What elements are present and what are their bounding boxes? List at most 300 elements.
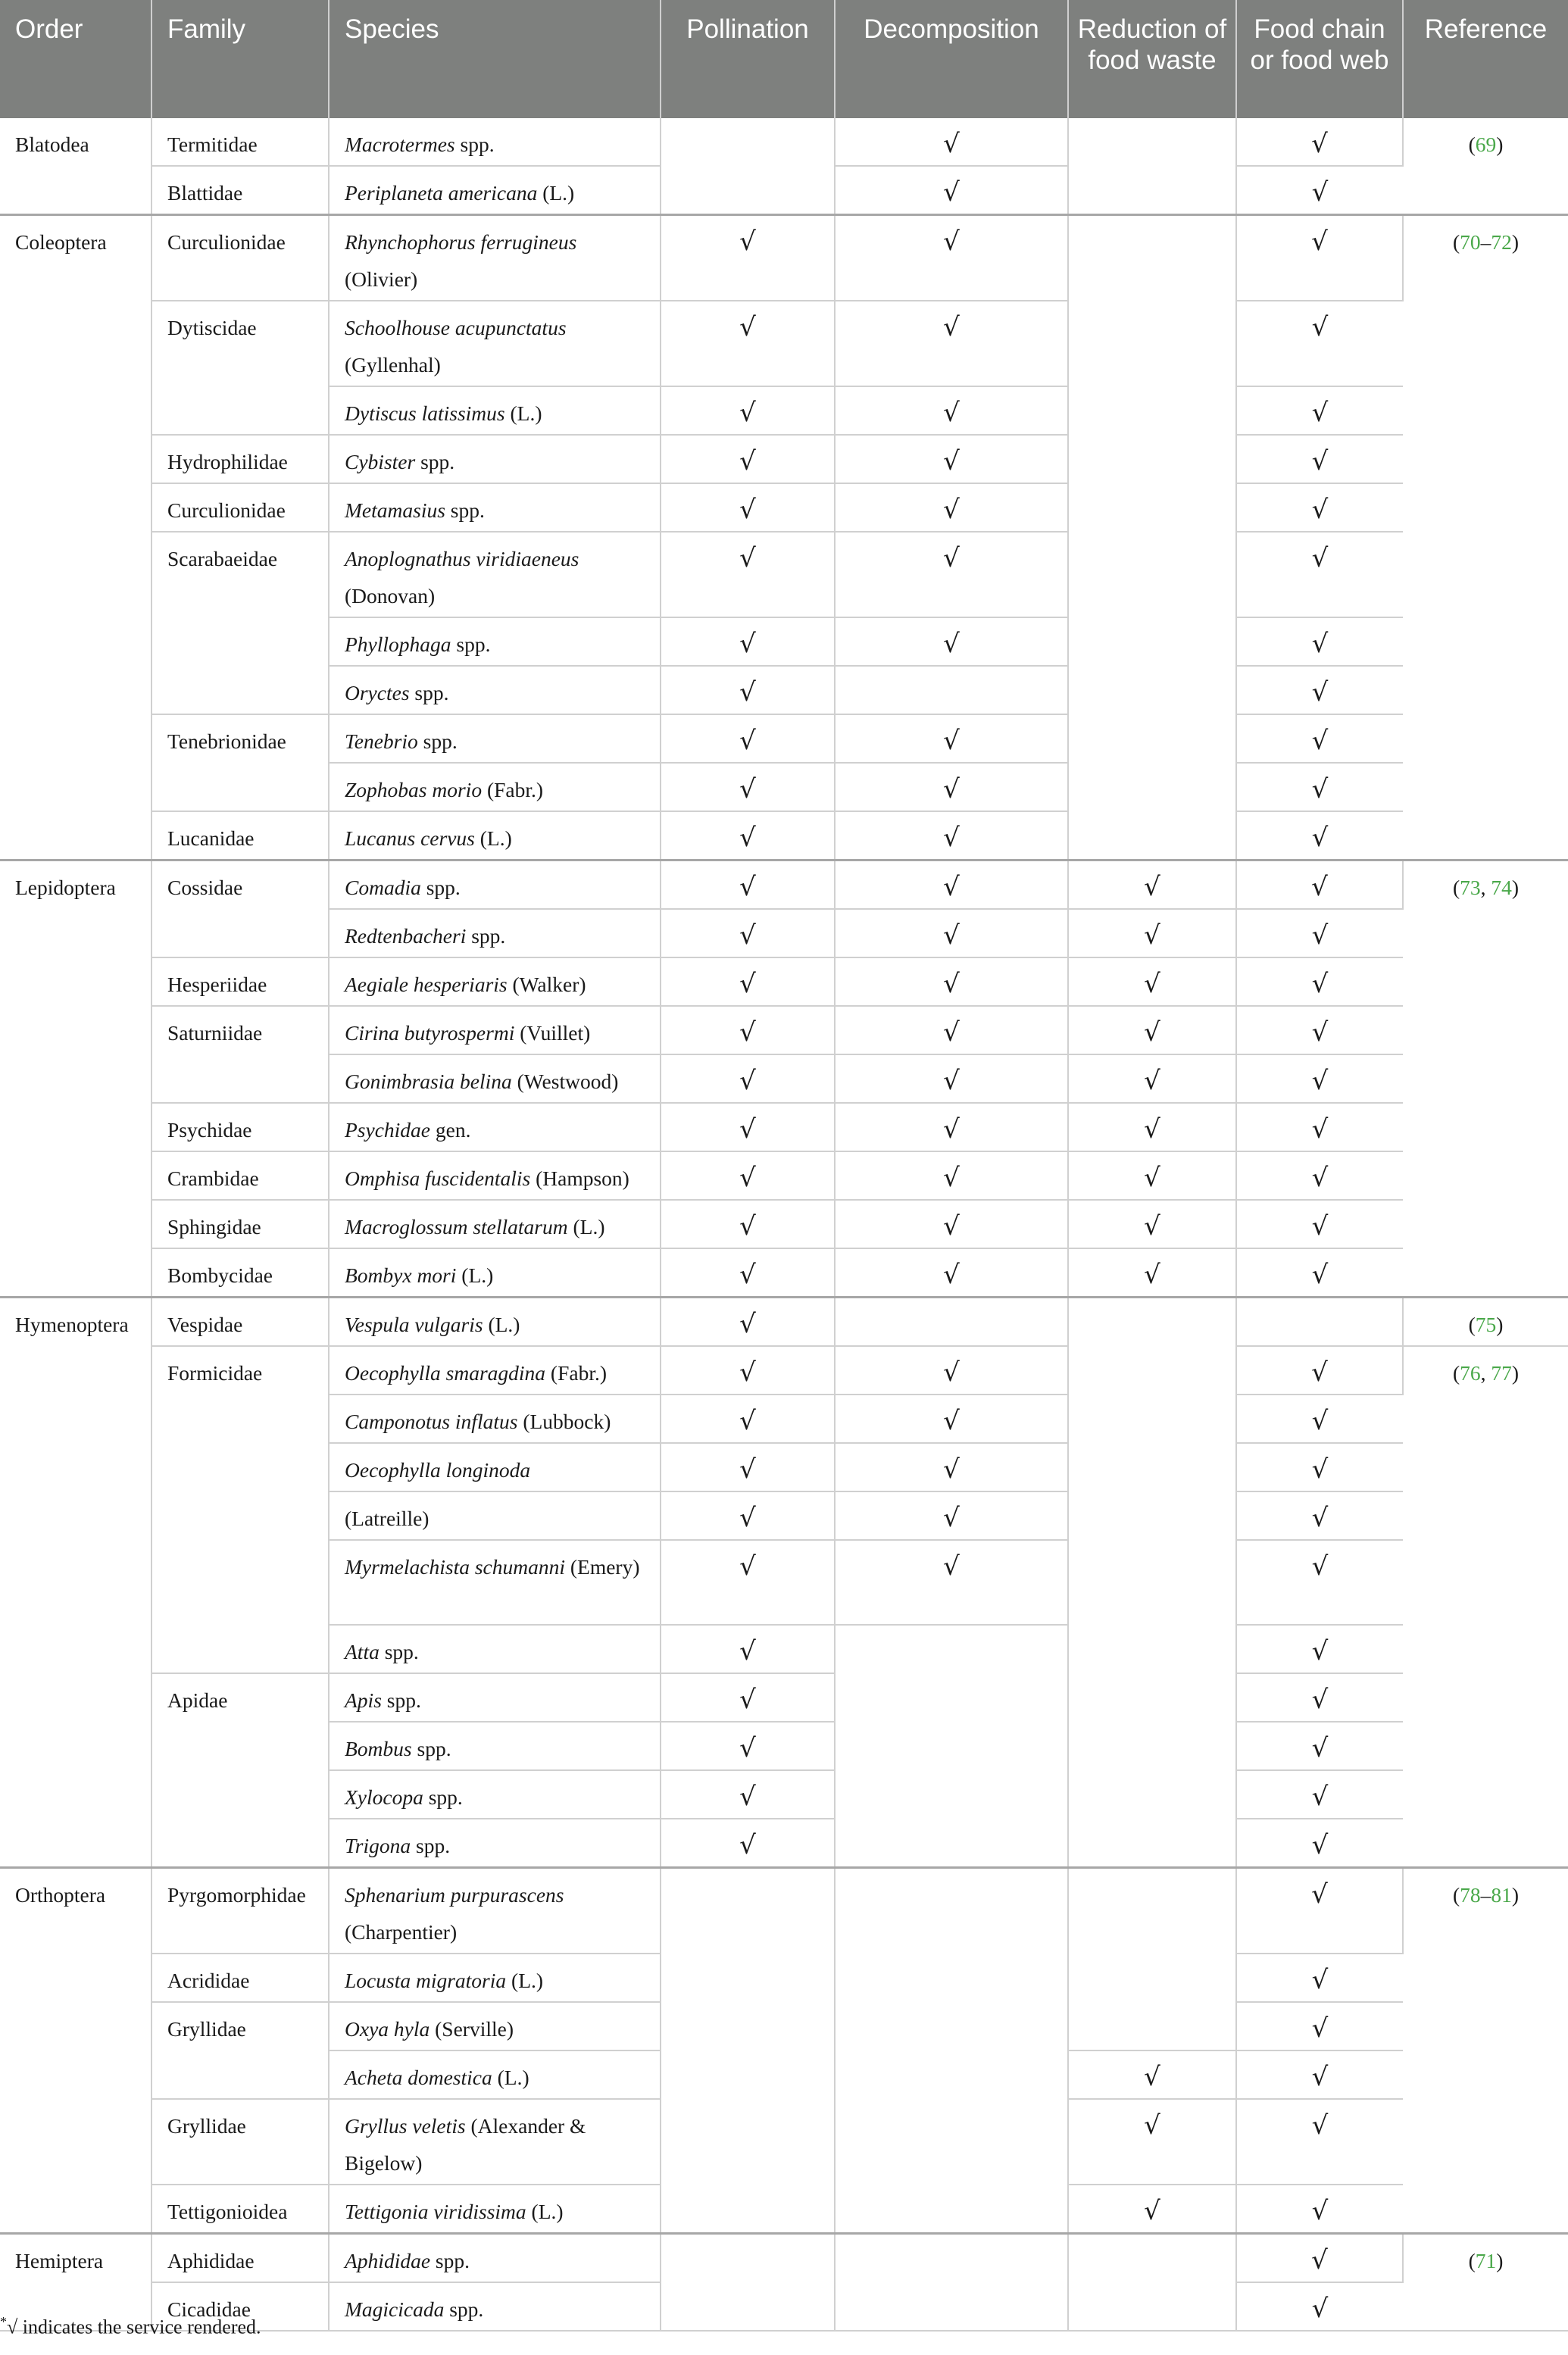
reference-link[interactable]: 70 (1460, 230, 1481, 254)
checkmark-icon: √ (943, 1017, 960, 1048)
checkmark-icon: √ (943, 1503, 960, 1533)
table-row (0, 435, 1568, 483)
checkmark-icon: √ (1311, 1357, 1328, 1388)
species-author: (L.) (479, 826, 512, 850)
family-cell: Cicadidae (151, 2282, 329, 2331)
food-waste-cell (1068, 957, 1236, 1006)
checkmark-icon: √ (739, 774, 756, 804)
species-cell (329, 1722, 661, 1770)
food-waste-cell (1068, 909, 1236, 957)
decomposition-cell (835, 957, 1068, 1006)
food-chain-cell (1236, 301, 1403, 386)
species-author: (Vuillet) (520, 1021, 591, 1045)
checkmark-icon: √ (1311, 543, 1329, 573)
table-row (0, 714, 1568, 763)
species-author: (Hampson) (536, 1167, 629, 1190)
header-decomposition: Decomposition (835, 0, 1068, 118)
table-row (0, 1346, 1568, 1395)
reference-cell: (71) (1403, 2234, 1568, 2332)
reference-link[interactable]: 81 (1491, 1883, 1512, 1907)
food-waste-cell (1068, 1103, 1236, 1151)
species-name: Sphenarium purpurascens (345, 1883, 564, 1907)
family-cell: Saturniidae (151, 1006, 329, 1103)
pollination-cell (661, 957, 835, 1006)
species-cell (329, 483, 661, 532)
pollination-cell (661, 301, 835, 386)
checkmark-icon: √ (1311, 177, 1329, 208)
species-cell (329, 215, 661, 301)
pollination-cell (661, 909, 835, 957)
species-author: (Fabr.) (486, 778, 544, 801)
header-pollination: Pollination (661, 0, 835, 118)
reference-range-dash: – (1480, 230, 1491, 254)
reference-link[interactable]: 69 (1475, 133, 1497, 156)
species-author: (Olivier) (345, 267, 418, 291)
food-chain-cell (1236, 811, 1403, 860)
species-cell (329, 2282, 661, 2331)
species-cell (329, 714, 661, 763)
decomposition-cell (835, 1103, 1068, 1151)
checkmark-icon: √ (1311, 1551, 1329, 1582)
species-cell (329, 301, 661, 386)
checkmark-icon: √ (943, 1454, 960, 1485)
food-chain-cell (1236, 1491, 1403, 1540)
food-chain-cell (1236, 617, 1403, 666)
table-row (0, 1006, 1568, 1054)
family-cell: Cossidae (151, 860, 329, 958)
family-cell: Apidae (151, 1673, 329, 1868)
species-author: spp. (435, 2249, 470, 2272)
header-reference: Reference (1403, 0, 1568, 118)
reference-cell: (75) (1403, 1298, 1568, 1347)
table-row (0, 811, 1568, 860)
family-cell: Formicidae (151, 1346, 329, 1673)
species-name: Xylocopa (345, 1785, 423, 1809)
species-cell (329, 1954, 661, 2002)
pollination-cell (661, 215, 835, 301)
food-chain-cell (1236, 1200, 1403, 1248)
species-name: Cybister (345, 450, 416, 473)
food-chain-cell (1236, 1006, 1403, 1054)
species-cell (329, 2185, 661, 2234)
order-cell: Orthoptera (0, 1868, 151, 2234)
checkmark-icon: √ (943, 1163, 960, 1193)
pollination-cell (661, 2234, 835, 2332)
reference-cell: (78–81) (1403, 1868, 1568, 2234)
checkmark-icon: √ (1311, 495, 1329, 525)
reference-cell: (69) (1403, 118, 1568, 215)
food-chain-cell (1236, 1346, 1403, 1395)
species-name: Anoplognathus viridiaeneus (345, 547, 579, 570)
checkmark-icon: √ (1311, 129, 1328, 159)
species-name: Omphisa fuscidentalis (345, 1167, 531, 1190)
family-cell: Scarabaeidae (151, 532, 329, 714)
checkmark-icon: √ (1311, 1017, 1329, 1048)
species-author: (Westwood) (517, 1070, 619, 1093)
pollination-cell (661, 435, 835, 483)
table-row (0, 1248, 1568, 1298)
decomposition-cell (835, 666, 1068, 714)
species-cell (329, 811, 661, 860)
checkmark-icon: √ (943, 312, 960, 342)
species-cell (329, 1673, 661, 1722)
species-cell (329, 166, 661, 215)
table-footnote (0, 2314, 261, 2339)
food-chain-cell (1236, 1673, 1403, 1722)
table-row (0, 532, 1568, 617)
species-cell (329, 435, 661, 483)
checkmark-icon: √ (739, 920, 756, 951)
species-author: (Lubbock) (523, 1410, 611, 1433)
checkmark-icon: √ (1311, 1066, 1329, 1096)
species-author: spp. (414, 681, 449, 704)
decomposition-cell (835, 1006, 1068, 1054)
food-chain-cell (1236, 1298, 1403, 1347)
food-chain-cell (1236, 1151, 1403, 1200)
decomposition-cell (835, 714, 1068, 763)
food-chain-cell (1236, 1868, 1403, 1954)
species-name: Macrotermes (345, 133, 455, 156)
species-author: spp. (420, 450, 455, 473)
species-author: (L.) (510, 401, 542, 425)
species-name: Bombyx mori (345, 1263, 457, 1287)
reference-cell: (76, 77) (1403, 1346, 1568, 1868)
species-name: Cirina butyrospermi (345, 1021, 515, 1045)
family-cell: Crambidae (151, 1151, 329, 1200)
species-name: Phyllophaga (345, 632, 451, 656)
food-chain-cell (1236, 483, 1403, 532)
species-name: Trigona (345, 1834, 411, 1857)
checkmark-icon: √ (1311, 1830, 1329, 1860)
family-cell: Curculionidae (151, 483, 329, 532)
checkmark-icon: √ (943, 226, 960, 257)
food-chain-cell (1236, 1054, 1403, 1103)
checkmark-icon: √ (943, 495, 960, 525)
food-chain-cell (1236, 763, 1403, 811)
reference-separator: , (1480, 876, 1486, 899)
pollination-cell (661, 1248, 835, 1298)
pollination-cell (661, 1491, 835, 1540)
food-chain-cell (1236, 532, 1403, 617)
food-chain-cell (1236, 2234, 1403, 2283)
order-cell: Blatodea (0, 118, 151, 215)
pollination-cell (661, 1151, 835, 1200)
decomposition-cell (835, 386, 1068, 435)
checkmark-icon: √ (739, 1454, 756, 1485)
order-cell: Lepidoptera (0, 860, 151, 1298)
header-family: Family (151, 0, 329, 118)
species-name: Gonimbrasia belina (345, 1070, 512, 1093)
food-waste-cell (1068, 860, 1236, 910)
checkmark-icon: √ (1311, 1211, 1329, 1242)
food-chain-cell (1236, 666, 1403, 714)
reference-link[interactable]: 78 (1460, 1883, 1481, 1907)
checkmark-icon: √ (943, 1260, 960, 1290)
family-cell: Lucanidae (151, 811, 329, 860)
checkmark-icon: √ (943, 969, 960, 999)
species-cell (329, 1346, 661, 1395)
pollination-cell (661, 714, 835, 763)
order-cell: Coleoptera (0, 215, 151, 860)
species-author: (Walker) (512, 973, 586, 996)
species-cell (329, 2002, 661, 2050)
checkmark-icon: √ (943, 1406, 960, 1436)
species-cell (329, 1054, 661, 1103)
checkmark-icon: √ (943, 823, 960, 853)
pollination-cell (661, 1673, 835, 1722)
food-waste-cell (1068, 2099, 1236, 2185)
checkmark-icon: √ (1144, 1260, 1160, 1290)
decomposition-cell (835, 1868, 1068, 2234)
checkmark-icon: √ (739, 629, 756, 659)
species-author: (L.) (542, 181, 575, 205)
pollination-cell (661, 532, 835, 617)
species-author: spp. (423, 729, 458, 753)
species-name: Schoolhouse acupunctatus (345, 316, 567, 339)
checkmark-icon: √ (943, 1066, 960, 1096)
reference-link[interactable]: 72 (1491, 230, 1512, 254)
food-waste-cell (1068, 215, 1236, 860)
checkmark-icon: √ (1311, 920, 1329, 951)
checkmark-icon: √ (1144, 920, 1160, 951)
pollination-cell (661, 1819, 835, 1868)
food-waste-cell (1068, 1200, 1236, 1248)
checkmark-icon: √ (943, 446, 960, 476)
species-name: Tenebrio (345, 729, 418, 753)
decomposition-cell (835, 1200, 1068, 1248)
food-chain-cell (1236, 2185, 1403, 2234)
pollination-cell (661, 860, 835, 910)
species-cell (329, 1491, 661, 1540)
checkmark-icon: √ (739, 1114, 756, 1145)
checkmark-icon: √ (1311, 629, 1329, 659)
checkmark-icon: √ (739, 1309, 756, 1339)
species-author: (Emery) (570, 1555, 640, 1579)
decomposition-cell (835, 1443, 1068, 1491)
family-cell: Tettigonioidea (151, 2185, 329, 2234)
pollination-cell (661, 763, 835, 811)
checkmark-icon: √ (739, 969, 756, 999)
header-species: Species (329, 0, 661, 118)
species-name: Oryctes (345, 681, 410, 704)
species-name: Metamasius (345, 498, 445, 522)
pollination-cell (661, 118, 835, 215)
checkmark-icon: √ (739, 1685, 756, 1715)
food-chain-cell (1236, 2282, 1403, 2331)
checkmark-icon: √ (1144, 1066, 1160, 1096)
reference-link[interactable]: 75 (1475, 1313, 1497, 1336)
species-cell (329, 1200, 661, 1248)
food-chain-cell (1236, 909, 1403, 957)
species-cell (329, 2050, 661, 2099)
species-author: (Alexander & Bigelow) (345, 2114, 586, 2175)
food-chain-cell (1236, 1625, 1403, 1673)
checkmark-icon: √ (1311, 774, 1329, 804)
species-cell (329, 118, 661, 166)
family-cell: Tenebrionidae (151, 714, 329, 811)
species-author: (Donovan) (345, 584, 436, 607)
pollination-cell (661, 1443, 835, 1491)
checkmark-icon: √ (739, 726, 756, 756)
species-author: (Serville) (435, 2017, 514, 2041)
species-cell (329, 666, 661, 714)
decomposition-cell (835, 2234, 1068, 2332)
checkmark-icon: √ (739, 1066, 756, 1096)
species-cell (329, 1443, 661, 1491)
species-author: spp. (471, 924, 506, 948)
decomposition-cell (835, 1540, 1068, 1625)
checkmark-icon: √ (739, 226, 756, 257)
pollination-cell (661, 1298, 835, 1347)
table-row (0, 2234, 1568, 2283)
food-chain-cell (1236, 1103, 1403, 1151)
food-waste-cell (1068, 2185, 1236, 2234)
species-name: Oecophylla smaragdina (345, 1361, 546, 1385)
species-cell (329, 2234, 661, 2283)
species-cell (329, 386, 661, 435)
checkmark-icon: √ (1311, 2062, 1329, 2092)
table-row (0, 301, 1568, 386)
food-chain-cell (1236, 957, 1403, 1006)
checkmark-icon: √ (739, 1357, 756, 1388)
food-waste-cell (1068, 2234, 1236, 2332)
decomposition-cell (835, 1298, 1068, 1347)
species-name: Lucanus cervus (345, 826, 475, 850)
family-cell: Hydrophilidae (151, 435, 329, 483)
checkmark-icon: √ (739, 495, 756, 525)
pollination-cell (661, 811, 835, 860)
checkmark-icon: √ (943, 774, 960, 804)
food-chain-cell (1236, 2099, 1403, 2185)
family-cell: Termitidae (151, 118, 329, 166)
pollination-cell (661, 1395, 835, 1443)
food-chain-cell (1236, 215, 1403, 301)
order-cell: Hemiptera (0, 2234, 151, 2332)
species-name: Atta (345, 1640, 380, 1663)
checkmark-icon: √ (1311, 1163, 1329, 1193)
pollination-cell (661, 1006, 835, 1054)
checkmark-icon: √ (739, 1830, 756, 1860)
species-author: (L.) (573, 1215, 605, 1238)
family-cell: Sphingidae (151, 1200, 329, 1248)
table-row (0, 1200, 1568, 1248)
pollination-cell (661, 1625, 835, 1673)
decomposition-cell (835, 1346, 1068, 1395)
species-cell (329, 1151, 661, 1200)
decomposition-cell (835, 1625, 1068, 1868)
pollination-cell (661, 666, 835, 714)
checkmark-icon: √ (739, 1017, 756, 1048)
checkmark-icon: √ (739, 1636, 756, 1666)
species-cell (329, 1103, 661, 1151)
footnote-text: indicates the service rendered. (17, 2316, 261, 2338)
checkmark-icon: √ (1311, 1503, 1329, 1533)
species-author: spp. (460, 133, 495, 156)
species-name: Rhynchophorus ferrugineus (345, 230, 577, 254)
food-chain-cell (1236, 1722, 1403, 1770)
table-row (0, 1151, 1568, 1200)
checkmark-icon: √ (1144, 1017, 1160, 1048)
species-author: (L.) (511, 1969, 544, 1992)
species-author: spp. (417, 1737, 451, 1760)
reference-link[interactable]: 76 (1460, 1361, 1481, 1385)
species-name: Vespula vulgaris (345, 1313, 483, 1336)
family-cell: Blattidae (151, 166, 329, 215)
species-author: (Fabr.) (550, 1361, 608, 1385)
checkmark-icon: √ (739, 446, 756, 476)
food-chain-cell (1236, 1819, 1403, 1868)
species-author: (Gyllenhal) (345, 353, 441, 376)
species-author: (Latreille) (345, 1507, 429, 1530)
species-cell (329, 763, 661, 811)
reference-cell: (73, 74) (1403, 860, 1568, 1298)
reference-link[interactable]: 74 (1491, 876, 1512, 899)
species-name: Aegiale hesperiaris (345, 973, 508, 996)
decomposition-cell (835, 617, 1068, 666)
checkmark-icon: √ (1311, 1454, 1329, 1485)
food-waste-cell (1068, 2050, 1236, 2099)
checkmark-icon: √ (1144, 2196, 1160, 2226)
table-row (0, 118, 1568, 166)
species-name: Bombus (345, 1737, 412, 1760)
pollination-cell (661, 1200, 835, 1248)
species-cell (329, 532, 661, 617)
checkmark-icon: √ (1311, 1406, 1329, 1436)
reference-link[interactable]: 77 (1491, 1361, 1512, 1385)
checkmark-icon: √ (943, 872, 960, 902)
family-cell: Aphididae (151, 2234, 329, 2283)
table-row (0, 1103, 1568, 1151)
species-name: Oecophylla longinoda (345, 1458, 531, 1482)
checkmark-icon: √ (943, 398, 960, 428)
reference-link[interactable]: 73 (1460, 876, 1481, 899)
family-cell: Dytiscidae (151, 301, 329, 435)
checkmark-icon: √ (1311, 446, 1329, 476)
checkmark-icon: √ (739, 1211, 756, 1242)
food-chain-cell (1236, 2002, 1403, 2050)
food-waste-cell (1068, 1248, 1236, 1298)
checkmark-icon: √ (1311, 872, 1328, 902)
checkmark-icon: √ (1311, 2294, 1329, 2324)
pollination-cell (661, 1722, 835, 1770)
checkmark-icon: √ (739, 872, 756, 902)
species-cell (329, 1395, 661, 1443)
table-row (0, 957, 1568, 1006)
checkmark-icon: √ (943, 543, 960, 573)
species-cell (329, 909, 661, 957)
species-author: spp. (450, 498, 485, 522)
reference-separator: , (1480, 1361, 1486, 1385)
reference-cell: (70–72) (1403, 215, 1568, 860)
checkmark-icon: √ (1144, 2062, 1160, 2092)
footnote-mark: √ (7, 2316, 18, 2338)
checkmark-icon: √ (943, 1551, 960, 1582)
reference-link[interactable]: 71 (1475, 2249, 1497, 2272)
species-name: Zophobas morio (345, 778, 483, 801)
checkmark-icon: √ (1311, 823, 1329, 853)
food-waste-cell (1068, 1868, 1236, 2051)
decomposition-cell (835, 1151, 1068, 1200)
checkmark-icon: √ (943, 129, 960, 159)
pollination-cell (661, 483, 835, 532)
checkmark-icon: √ (1311, 1636, 1329, 1666)
checkmark-icon: √ (943, 177, 960, 208)
table-row (0, 1868, 1568, 1954)
checkmark-icon: √ (739, 312, 756, 342)
food-waste-cell (1068, 1298, 1236, 1868)
checkmark-icon: √ (1311, 226, 1328, 257)
species-name: Camponotus inflatus (345, 1410, 518, 1433)
